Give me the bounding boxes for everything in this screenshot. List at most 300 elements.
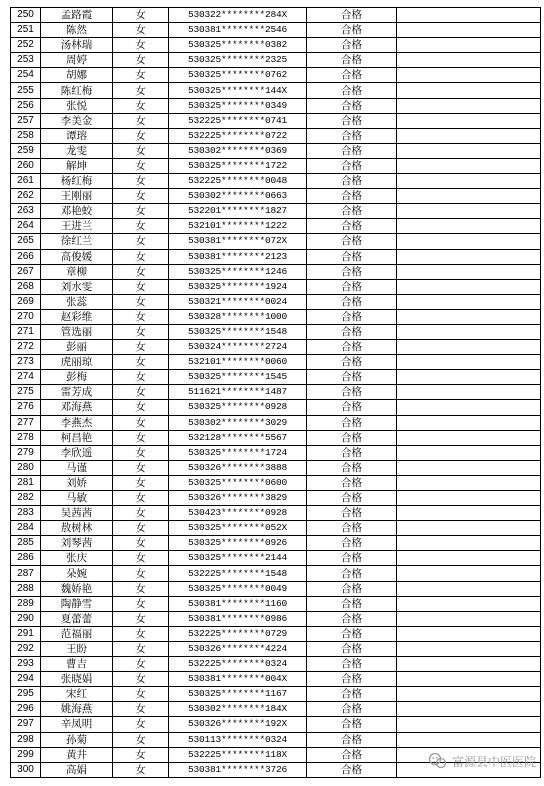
row-number-cell: 288 (11, 581, 41, 596)
result-cell: 合格 (307, 340, 397, 355)
table-row (11, 536, 541, 551)
row-number-cell: 295 (11, 687, 41, 702)
id-number-cell: 530322********284X (169, 8, 307, 23)
row-number-cell: 285 (11, 536, 41, 551)
result-cell: 合格 (307, 309, 397, 324)
row-number-cell: 297 (11, 717, 41, 732)
table-row (11, 53, 541, 68)
remark-cell (397, 279, 541, 294)
id-number-cell: 530325********1548 (169, 324, 307, 339)
gender-cell: 女 (113, 340, 169, 355)
gender-cell: 女 (113, 204, 169, 219)
row-number-cell: 267 (11, 264, 41, 279)
row-number-cell: 256 (11, 98, 41, 113)
remark-cell (397, 641, 541, 656)
row-number-cell: 264 (11, 219, 41, 234)
result-cell: 合格 (307, 98, 397, 113)
result-cell: 合格 (307, 717, 397, 732)
result-cell: 合格 (307, 189, 397, 204)
row-number-cell: 279 (11, 445, 41, 460)
gender-cell: 女 (113, 566, 169, 581)
result-cell: 合格 (307, 23, 397, 38)
remark-cell (397, 400, 541, 415)
table-row (11, 83, 541, 98)
result-cell: 合格 (307, 460, 397, 475)
gender-cell: 女 (113, 83, 169, 98)
gender-cell: 女 (113, 370, 169, 385)
row-number-cell: 271 (11, 324, 41, 339)
row-number-cell: 253 (11, 53, 41, 68)
table-row (11, 279, 541, 294)
name-cell: 李美金 (41, 113, 113, 128)
remark-cell (397, 38, 541, 53)
result-cell: 合格 (307, 566, 397, 581)
id-number-cell: 530325********0049 (169, 581, 307, 596)
row-number-cell: 276 (11, 400, 41, 415)
name-cell: 刘水雯 (41, 279, 113, 294)
row-number-cell: 299 (11, 747, 41, 762)
table-row (11, 415, 541, 430)
remark-cell (397, 596, 541, 611)
name-cell: 姚海燕 (41, 702, 113, 717)
name-cell: 吴茜茜 (41, 506, 113, 521)
name-cell: 邓海燕 (41, 400, 113, 415)
remark-cell (397, 445, 541, 460)
table-row (11, 732, 541, 747)
table-row (11, 143, 541, 158)
remark-cell (397, 113, 541, 128)
result-cell: 合格 (307, 626, 397, 641)
remark-cell (397, 551, 541, 566)
results-table (10, 7, 541, 778)
row-number-cell: 265 (11, 234, 41, 249)
gender-cell: 女 (113, 400, 169, 415)
table-row (11, 581, 541, 596)
table-row (11, 38, 541, 53)
name-cell: 曹吉 (41, 657, 113, 672)
gender-cell: 女 (113, 249, 169, 264)
result-cell: 合格 (307, 385, 397, 400)
gender-cell: 女 (113, 732, 169, 747)
name-cell: 解坤 (41, 158, 113, 173)
id-number-cell: 530302********3029 (169, 415, 307, 430)
result-cell: 合格 (307, 294, 397, 309)
id-number-cell: 530325********1924 (169, 279, 307, 294)
gender-cell: 女 (113, 521, 169, 536)
name-cell: 王刚丽 (41, 189, 113, 204)
gender-cell: 女 (113, 475, 169, 490)
name-cell: 夏蕾蕾 (41, 611, 113, 626)
row-number-cell: 280 (11, 460, 41, 475)
gender-cell: 女 (113, 641, 169, 656)
name-cell: 王盼 (41, 641, 113, 656)
result-cell: 合格 (307, 370, 397, 385)
row-number-cell: 284 (11, 521, 41, 536)
name-cell: 高娟 (41, 762, 113, 777)
id-number-cell: 530325********0349 (169, 98, 307, 113)
remark-cell (397, 385, 541, 400)
remark-cell (397, 536, 541, 551)
name-cell: 周婷 (41, 53, 113, 68)
gender-cell: 女 (113, 687, 169, 702)
result-cell: 合格 (307, 551, 397, 566)
result-cell: 合格 (307, 657, 397, 672)
id-number-cell: 530325********0382 (169, 38, 307, 53)
remark-cell (397, 521, 541, 536)
name-cell: 陶静雪 (41, 596, 113, 611)
id-number-cell: 530381********1160 (169, 596, 307, 611)
result-cell: 合格 (307, 128, 397, 143)
table-row (11, 596, 541, 611)
remark-cell (397, 174, 541, 189)
remark-cell (397, 68, 541, 83)
gender-cell: 女 (113, 672, 169, 687)
gender-cell: 女 (113, 53, 169, 68)
gender-cell: 女 (113, 264, 169, 279)
gender-cell: 女 (113, 626, 169, 641)
table-row (11, 566, 541, 581)
id-number-cell: 530381********0986 (169, 611, 307, 626)
result-cell: 合格 (307, 264, 397, 279)
row-number-cell: 254 (11, 68, 41, 83)
table-row (11, 370, 541, 385)
table-row (11, 219, 541, 234)
gender-cell: 女 (113, 355, 169, 370)
table-row (11, 491, 541, 506)
id-number-cell: 532225********0722 (169, 128, 307, 143)
id-number-cell: 532225********0729 (169, 626, 307, 641)
result-cell: 合格 (307, 762, 397, 777)
name-cell: 张庆 (41, 551, 113, 566)
remark-cell (397, 672, 541, 687)
table-row (11, 445, 541, 460)
remark-cell (397, 687, 541, 702)
id-number-cell: 530302********0663 (169, 189, 307, 204)
remark-cell (397, 506, 541, 521)
table-row (11, 113, 541, 128)
table-row (11, 506, 541, 521)
remark-cell (397, 340, 541, 355)
remark-cell (397, 430, 541, 445)
result-cell: 合格 (307, 158, 397, 173)
result-cell: 合格 (307, 83, 397, 98)
row-number-cell: 250 (11, 8, 41, 23)
remark-cell (397, 309, 541, 324)
row-number-cell: 263 (11, 204, 41, 219)
gender-cell: 女 (113, 551, 169, 566)
id-number-cell: 530381********2123 (169, 249, 307, 264)
gender-cell: 女 (113, 294, 169, 309)
result-cell: 合格 (307, 445, 397, 460)
gender-cell: 女 (113, 747, 169, 762)
row-number-cell: 258 (11, 128, 41, 143)
gender-cell: 女 (113, 219, 169, 234)
name-cell: 马敏 (41, 491, 113, 506)
name-cell: 黄井 (41, 747, 113, 762)
table-row (11, 430, 541, 445)
id-number-cell: 532101********1222 (169, 219, 307, 234)
id-number-cell: 530325********1167 (169, 687, 307, 702)
row-number-cell: 277 (11, 415, 41, 430)
gender-cell: 女 (113, 128, 169, 143)
name-cell: 胡娜 (41, 68, 113, 83)
gender-cell: 女 (113, 309, 169, 324)
result-cell: 合格 (307, 702, 397, 717)
id-number-cell: 511621********1487 (169, 385, 307, 400)
row-number-cell: 259 (11, 143, 41, 158)
gender-cell: 女 (113, 702, 169, 717)
table-row (11, 611, 541, 626)
table-row (11, 249, 541, 264)
remark-cell (397, 23, 541, 38)
result-cell: 合格 (307, 143, 397, 158)
remark-cell (397, 702, 541, 717)
table-row (11, 158, 541, 173)
table-row (11, 687, 541, 702)
remark-cell (397, 611, 541, 626)
name-cell: 陈然 (41, 23, 113, 38)
table-row (11, 264, 541, 279)
table-row (11, 551, 541, 566)
name-cell: 杨红梅 (41, 174, 113, 189)
row-number-cell: 273 (11, 355, 41, 370)
row-number-cell: 260 (11, 158, 41, 173)
row-number-cell: 286 (11, 551, 41, 566)
gender-cell: 女 (113, 68, 169, 83)
row-number-cell: 281 (11, 475, 41, 490)
gender-cell: 女 (113, 611, 169, 626)
gender-cell: 女 (113, 234, 169, 249)
row-number-cell: 261 (11, 174, 41, 189)
id-number-cell: 530325********052X (169, 521, 307, 536)
table-row (11, 324, 541, 339)
result-cell: 合格 (307, 324, 397, 339)
table-row (11, 8, 541, 23)
name-cell: 雷芳成 (41, 385, 113, 400)
name-cell: 彭丽 (41, 340, 113, 355)
remark-cell (397, 657, 541, 672)
table-row (11, 204, 541, 219)
gender-cell: 女 (113, 38, 169, 53)
table-row (11, 385, 541, 400)
id-number-cell: 530325********0762 (169, 68, 307, 83)
gender-cell: 女 (113, 174, 169, 189)
name-cell: 张晓娟 (41, 672, 113, 687)
gender-cell: 女 (113, 491, 169, 506)
row-number-cell: 269 (11, 294, 41, 309)
row-number-cell: 275 (11, 385, 41, 400)
result-cell: 合格 (307, 234, 397, 249)
row-number-cell: 268 (11, 279, 41, 294)
id-number-cell: 530325********144X (169, 83, 307, 98)
name-cell: 龙雯 (41, 143, 113, 158)
id-number-cell: 530325********0928 (169, 400, 307, 415)
name-cell: 汤林瑞 (41, 38, 113, 53)
result-cell: 合格 (307, 415, 397, 430)
table-row (11, 400, 541, 415)
name-cell: 陈红梅 (41, 83, 113, 98)
gender-cell: 女 (113, 415, 169, 430)
remark-cell (397, 717, 541, 732)
result-cell: 合格 (307, 38, 397, 53)
result-cell: 合格 (307, 53, 397, 68)
result-cell: 合格 (307, 355, 397, 370)
gender-cell: 女 (113, 430, 169, 445)
id-number-cell: 532225********0048 (169, 174, 307, 189)
table-row (11, 68, 541, 83)
gender-cell: 女 (113, 189, 169, 204)
gender-cell: 女 (113, 762, 169, 777)
row-number-cell: 294 (11, 672, 41, 687)
name-cell: 范福丽 (41, 626, 113, 641)
gender-cell: 女 (113, 506, 169, 521)
table-row (11, 460, 541, 475)
name-cell: 魏娇艳 (41, 581, 113, 596)
table-row (11, 174, 541, 189)
remark-cell (397, 83, 541, 98)
table-row (11, 294, 541, 309)
remark-cell (397, 475, 541, 490)
remark-cell (397, 128, 541, 143)
id-number-cell: 530325********0600 (169, 475, 307, 490)
id-number-cell: 530302********184X (169, 702, 307, 717)
row-number-cell: 291 (11, 626, 41, 641)
result-cell: 合格 (307, 596, 397, 611)
result-cell: 合格 (307, 732, 397, 747)
result-cell: 合格 (307, 581, 397, 596)
table-row (11, 672, 541, 687)
id-number-cell: 530302********0369 (169, 143, 307, 158)
id-number-cell: 530381********3726 (169, 762, 307, 777)
gender-cell: 女 (113, 596, 169, 611)
table-row (11, 128, 541, 143)
gender-cell: 女 (113, 385, 169, 400)
remark-cell (397, 294, 541, 309)
table-row (11, 355, 541, 370)
remark-cell (397, 626, 541, 641)
name-cell: 张悦 (41, 98, 113, 113)
gender-cell: 女 (113, 98, 169, 113)
id-number-cell: 530326********3829 (169, 491, 307, 506)
id-number-cell: 530325********2144 (169, 551, 307, 566)
remark-cell (397, 143, 541, 158)
result-cell: 合格 (307, 611, 397, 626)
id-number-cell: 530325********1722 (169, 158, 307, 173)
row-number-cell: 296 (11, 702, 41, 717)
id-number-cell: 532225********118X (169, 747, 307, 762)
result-cell: 合格 (307, 491, 397, 506)
table-row (11, 189, 541, 204)
remark-cell (397, 355, 541, 370)
id-number-cell: 530325********2325 (169, 53, 307, 68)
name-cell: 马谨 (41, 460, 113, 475)
remark-cell (397, 415, 541, 430)
id-number-cell: 530381********072X (169, 234, 307, 249)
gender-cell: 女 (113, 460, 169, 475)
table-row (11, 234, 541, 249)
remark-cell (397, 370, 541, 385)
result-cell: 合格 (307, 506, 397, 521)
row-number-cell: 293 (11, 657, 41, 672)
remark-cell (397, 158, 541, 173)
result-cell: 合格 (307, 687, 397, 702)
result-cell: 合格 (307, 113, 397, 128)
id-number-cell: 532225********0741 (169, 113, 307, 128)
id-number-cell: 532128********5567 (169, 430, 307, 445)
row-number-cell: 272 (11, 340, 41, 355)
remark-cell (397, 219, 541, 234)
name-cell: 辛凤明 (41, 717, 113, 732)
remark-cell (397, 204, 541, 219)
name-cell: 徐红兰 (41, 234, 113, 249)
result-cell: 合格 (307, 204, 397, 219)
id-number-cell: 530326********4224 (169, 641, 307, 656)
result-cell: 合格 (307, 536, 397, 551)
row-number-cell: 283 (11, 506, 41, 521)
name-cell: 孙菊 (41, 732, 113, 747)
row-number-cell: 262 (11, 189, 41, 204)
name-cell: 高俊媛 (41, 249, 113, 264)
remark-cell (397, 581, 541, 596)
result-cell: 合格 (307, 475, 397, 490)
name-cell: 宋红 (41, 687, 113, 702)
watermark (428, 752, 536, 770)
table-row (11, 717, 541, 732)
gender-cell: 女 (113, 657, 169, 672)
remark-cell (397, 249, 541, 264)
gender-cell: 女 (113, 279, 169, 294)
name-cell: 虎丽琼 (41, 355, 113, 370)
remark-cell (397, 460, 541, 475)
id-number-cell: 530326********3888 (169, 460, 307, 475)
remark-cell (397, 234, 541, 249)
name-cell: 敖树林 (41, 521, 113, 536)
id-number-cell: 530113********0324 (169, 732, 307, 747)
result-cell: 合格 (307, 249, 397, 264)
row-number-cell: 252 (11, 38, 41, 53)
row-number-cell: 290 (11, 611, 41, 626)
id-number-cell: 530321********0024 (169, 294, 307, 309)
name-cell: 章柳 (41, 264, 113, 279)
watermark-text: 富源县中医医院 (451, 754, 536, 769)
name-cell: 赵彩维 (41, 309, 113, 324)
row-number-cell: 278 (11, 430, 41, 445)
name-cell: 李欣遥 (41, 445, 113, 460)
table-row (11, 340, 541, 355)
gender-cell: 女 (113, 717, 169, 732)
name-cell: 王进兰 (41, 219, 113, 234)
name-cell: 刘琴茜 (41, 536, 113, 551)
gender-cell: 女 (113, 581, 169, 596)
wechat-channel-icon (428, 752, 448, 770)
id-number-cell: 530325********1246 (169, 264, 307, 279)
row-number-cell: 282 (11, 491, 41, 506)
remark-cell (397, 566, 541, 581)
table-row (11, 23, 541, 38)
gender-cell: 女 (113, 536, 169, 551)
name-cell: 朵婉 (41, 566, 113, 581)
gender-cell: 女 (113, 23, 169, 38)
name-cell: 柯昌艳 (41, 430, 113, 445)
result-cell: 合格 (307, 8, 397, 23)
id-number-cell: 530381********004X (169, 672, 307, 687)
remark-cell (397, 8, 541, 23)
table-row (11, 702, 541, 717)
row-number-cell: 298 (11, 732, 41, 747)
row-number-cell: 274 (11, 370, 41, 385)
name-cell: 刘娇 (41, 475, 113, 490)
row-number-cell: 266 (11, 249, 41, 264)
